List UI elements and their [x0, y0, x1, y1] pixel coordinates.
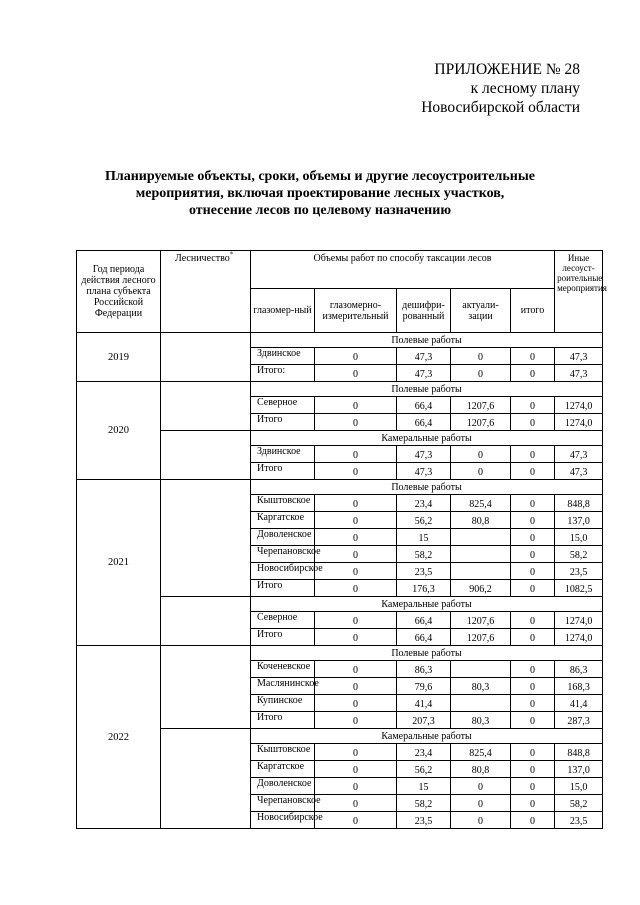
cell-actual: 0 [511, 414, 555, 431]
cell-total: 15,0 [555, 529, 603, 546]
section-label: Камеральные работы [251, 431, 603, 446]
cell-decoded: 906,2 [451, 580, 511, 597]
col-header-other: Иные лесоуст-роительные мероприятия [555, 251, 603, 333]
cell-eye: 0 [315, 695, 397, 712]
cell-eye-measure: 79,6 [397, 678, 451, 695]
year-cell: 2021 [77, 480, 161, 646]
table-body [77, 333, 603, 829]
cell-eye: 0 [315, 778, 397, 795]
cell-decoded: 0 [451, 365, 511, 382]
cell-eye-measure: 66,4 [397, 629, 451, 646]
cell-total: 47,3 [555, 365, 603, 382]
cell-eye: 0 [315, 661, 397, 678]
cell-decoded: 1207,6 [451, 397, 511, 414]
cell-actual: 0 [511, 365, 555, 382]
forestry-spacer-cell [161, 382, 251, 431]
cell-eye: 0 [315, 512, 397, 529]
cell-eye: 0 [315, 563, 397, 580]
cell-decoded: 80,3 [451, 712, 511, 729]
section-row [77, 382, 603, 397]
cell-eye-measure: 86,3 [397, 661, 451, 678]
forestry-spacer-cell [161, 480, 251, 597]
cell-eye: 0 [315, 612, 397, 629]
cell-eye: 0 [315, 744, 397, 761]
cell-decoded [451, 563, 511, 580]
cell-eye-measure: 47,3 [397, 446, 451, 463]
cell-decoded: 0 [451, 812, 511, 829]
cell-decoded: 825,4 [451, 495, 511, 512]
cell-eye-measure: 66,4 [397, 414, 451, 431]
cell-total: 86,3 [555, 661, 603, 678]
year-cell: 2020 [77, 382, 161, 480]
cell-actual: 0 [511, 778, 555, 795]
cell-eye: 0 [315, 463, 397, 480]
section-label: Полевые работы [251, 480, 603, 495]
cell-eye-measure: 58,2 [397, 546, 451, 563]
cell-eye-measure: 15 [397, 529, 451, 546]
forestry-name: Итого [251, 463, 315, 480]
title-line-1: Планируемые объекты, сроки, объемы и другие лесоустроительные [104, 169, 536, 184]
cell-decoded: 1207,6 [451, 414, 511, 431]
cell-total: 47,3 [555, 446, 603, 463]
col-header-decoded: дешифри-рованный [397, 289, 451, 333]
cell-actual: 0 [511, 744, 555, 761]
forestry-spacer-cell [161, 597, 251, 646]
cell-eye-measure: 23,5 [397, 563, 451, 580]
cell-eye-measure: 47,3 [397, 365, 451, 382]
cell-actual: 0 [511, 563, 555, 580]
cell-actual: 0 [511, 761, 555, 778]
cell-eye-measure: 47,3 [397, 348, 451, 365]
cell-total: 58,2 [555, 546, 603, 563]
cell-total: 47,3 [555, 348, 603, 365]
cell-eye: 0 [315, 348, 397, 365]
cell-actual: 0 [511, 463, 555, 480]
forestry-name: Новосибирское [251, 812, 315, 829]
forestry-spacer-cell [161, 729, 251, 829]
forestry-name: Здвинское [251, 348, 315, 365]
cell-actual: 0 [511, 629, 555, 646]
col-header-volumes: Объемы работ по способу таксации лесов [251, 251, 555, 289]
forestry-spacer-cell [161, 431, 251, 480]
cell-actual: 0 [511, 612, 555, 629]
cell-eye: 0 [315, 629, 397, 646]
cell-decoded: 0 [451, 463, 511, 480]
cell-eye-measure: 66,4 [397, 612, 451, 629]
cell-eye-measure: 15 [397, 778, 451, 795]
cell-eye-measure: 47,3 [397, 463, 451, 480]
forest-works-table [76, 250, 607, 829]
section-row [77, 480, 603, 495]
cell-decoded: 0 [451, 446, 511, 463]
section-label: Полевые работы [251, 382, 603, 397]
col-header-forestry [161, 251, 251, 333]
cell-decoded: 0 [451, 778, 511, 795]
cell-eye-measure: 56,2 [397, 761, 451, 778]
cell-actual: 0 [511, 512, 555, 529]
year-cell: 2019 [77, 333, 161, 382]
section-row [77, 333, 603, 348]
cell-actual: 0 [511, 678, 555, 695]
cell-eye: 0 [315, 446, 397, 463]
cell-actual: 0 [511, 795, 555, 812]
cell-eye-measure: 207,3 [397, 712, 451, 729]
cell-total: 137,0 [555, 761, 603, 778]
section-label: Камеральные работы [251, 729, 603, 744]
forestry-name: Здвинское [251, 446, 315, 463]
forestry-name: Коченевское [251, 661, 315, 678]
forestry-name: Доволенское [251, 778, 315, 795]
forestry-name: Купинское [251, 695, 315, 712]
cell-actual: 0 [511, 446, 555, 463]
cell-total: 1274,0 [555, 397, 603, 414]
cell-actual: 0 [511, 348, 555, 365]
forestry-name: Кыштовское [251, 495, 315, 512]
cell-eye-measure: 66,4 [397, 397, 451, 414]
cell-total: 23,5 [555, 563, 603, 580]
section-label: Полевые работы [251, 646, 603, 661]
cell-eye-measure: 23,5 [397, 812, 451, 829]
cell-eye-measure: 58,2 [397, 795, 451, 812]
cell-total: 23,5 [555, 812, 603, 829]
cell-total: 137,0 [555, 512, 603, 529]
forestry-spacer-cell [161, 333, 251, 382]
appendix-label [421, 60, 580, 117]
cell-eye: 0 [315, 397, 397, 414]
cell-decoded [451, 661, 511, 678]
forestry-name: Черепановское [251, 546, 315, 563]
col-header-period: Год периода действия лесного плана субъекта Российской Федерации [77, 251, 161, 333]
cell-eye-measure: 23,4 [397, 744, 451, 761]
cell-eye: 0 [315, 812, 397, 829]
cell-decoded: 80,8 [451, 761, 511, 778]
forestry-name: Итого [251, 580, 315, 597]
cell-decoded [451, 546, 511, 563]
forestry-name: Северное [251, 397, 315, 414]
cell-total: 287,3 [555, 712, 603, 729]
cell-total: 1082,5 [555, 580, 603, 597]
cell-eye: 0 [315, 712, 397, 729]
cell-eye: 0 [315, 580, 397, 597]
cell-eye: 0 [315, 678, 397, 695]
cell-actual: 0 [511, 695, 555, 712]
cell-actual: 0 [511, 712, 555, 729]
forestry-name: Каргатское [251, 761, 315, 778]
cell-actual: 0 [511, 580, 555, 597]
section-label: Камеральные работы [251, 597, 603, 612]
cell-total: 41,4 [555, 695, 603, 712]
cell-eye-measure: 176,3 [397, 580, 451, 597]
col-header-actualization: актуали-зации [451, 289, 511, 333]
forestry-name: Северное [251, 612, 315, 629]
col-header-eye: глазомер-ный [251, 289, 315, 333]
cell-total: 848,8 [555, 495, 603, 512]
cell-total: 15,0 [555, 778, 603, 795]
cell-decoded: 80,8 [451, 512, 511, 529]
year-cell: 2022 [77, 646, 161, 829]
cell-actual: 0 [511, 546, 555, 563]
cell-eye-measure: 23,4 [397, 495, 451, 512]
cell-decoded: 825,4 [451, 744, 511, 761]
cell-actual: 0 [511, 397, 555, 414]
title-line-3: отнесение лесов по целевому назначению [188, 203, 452, 218]
cell-actual: 0 [511, 495, 555, 512]
forestry-name: Доволенское [251, 529, 315, 546]
footnote-mark: * [229, 250, 234, 259]
cell-decoded: 1207,6 [451, 629, 511, 646]
cell-eye: 0 [315, 365, 397, 382]
cell-eye: 0 [315, 795, 397, 812]
cell-eye: 0 [315, 414, 397, 431]
document-title [80, 168, 560, 219]
cell-decoded: 1207,6 [451, 612, 511, 629]
appendix-ref: к лесному плану [470, 80, 580, 97]
forestry-name: Итого [251, 629, 315, 646]
cell-actual: 0 [511, 529, 555, 546]
forestry-name: Новосибирское [251, 563, 315, 580]
forestry-name: Маслянинское [251, 678, 315, 695]
forestry-name: Итого [251, 712, 315, 729]
col-header-total: итого [511, 289, 555, 333]
forestry-name: Итого: [251, 365, 315, 382]
cell-actual: 0 [511, 812, 555, 829]
forestry-spacer-cell [161, 646, 251, 729]
section-label: Полевые работы [251, 333, 603, 348]
cell-eye-measure: 56,2 [397, 512, 451, 529]
cell-decoded [451, 695, 511, 712]
cell-total: 848,8 [555, 744, 603, 761]
title-line-2: мероприятия, включая проектирование лесных участков, [135, 186, 505, 201]
cell-decoded: 80,3 [451, 678, 511, 695]
cell-decoded [451, 529, 511, 546]
col-header-forestry-label: Лесничество [175, 253, 230, 264]
cell-total: 1274,0 [555, 629, 603, 646]
forestry-name: Черепановское [251, 795, 315, 812]
cell-eye: 0 [315, 546, 397, 563]
cell-decoded: 0 [451, 795, 511, 812]
appendix-region: Новосибирской области [421, 99, 580, 116]
cell-total: 47,3 [555, 463, 603, 480]
cell-actual: 0 [511, 661, 555, 678]
forestry-name: Каргатское [251, 512, 315, 529]
cell-eye: 0 [315, 529, 397, 546]
forestry-name: Итого [251, 414, 315, 431]
cell-eye: 0 [315, 495, 397, 512]
appendix-number: ПРИЛОЖЕНИЕ № 28 [434, 61, 580, 78]
cell-total: 1274,0 [555, 414, 603, 431]
cell-total: 168,3 [555, 678, 603, 695]
section-row [77, 646, 603, 661]
cell-decoded: 0 [451, 348, 511, 365]
cell-total: 1274,0 [555, 612, 603, 629]
col-header-eye-measure: глазомерно-измерительный [315, 289, 397, 333]
cell-eye-measure: 41,4 [397, 695, 451, 712]
cell-total: 58,2 [555, 795, 603, 812]
cell-eye: 0 [315, 761, 397, 778]
forestry-name: Кыштовское [251, 744, 315, 761]
